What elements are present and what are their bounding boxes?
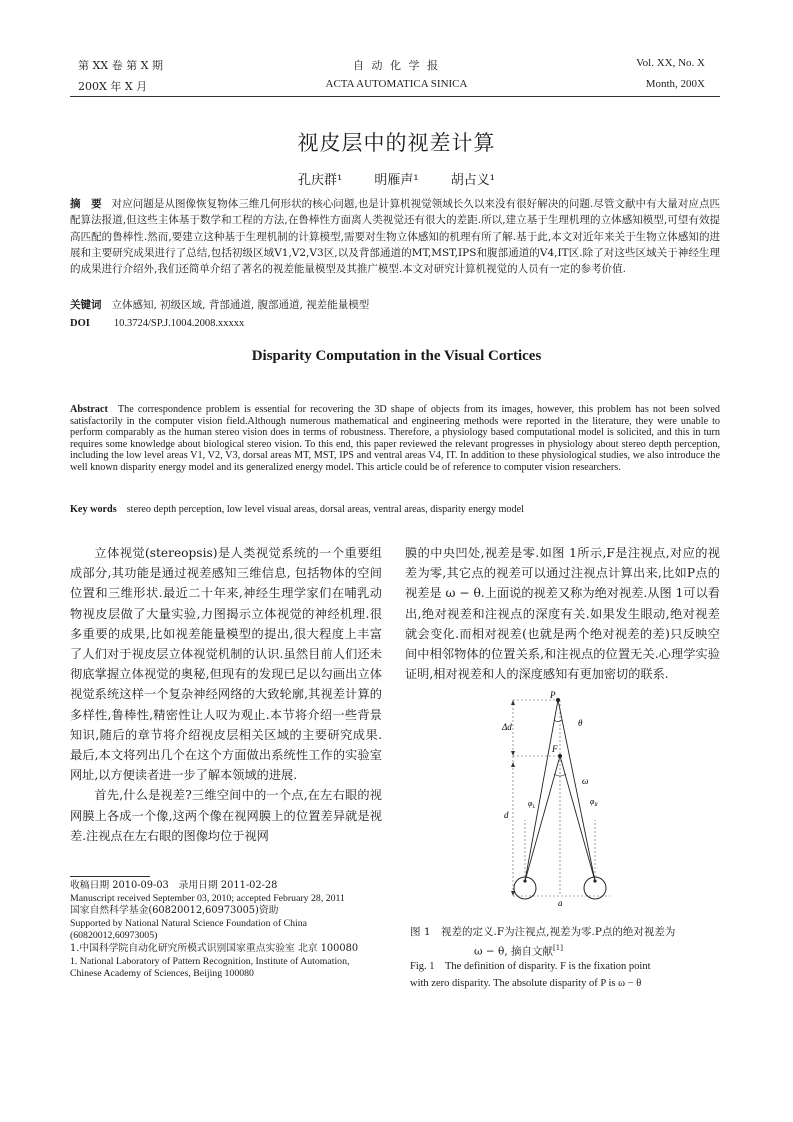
arrow-head — [511, 751, 515, 756]
caption-en-line: Fig. 1 The definition of disparity. F is the fixation point — [410, 961, 651, 972]
journal-issue: 第 XX 卷 第 X 期 — [78, 59, 163, 72]
figure-caption-cn — [410, 924, 720, 960]
caption-cn-line: 图 1 视差的定义.F为注视点,视差为零.P点的绝对视差为 — [410, 926, 676, 938]
body-right-column — [405, 543, 720, 684]
journal-month: Month, 200X — [645, 78, 705, 90]
angle-omega-arc — [554, 774, 566, 776]
abstract-en-label: Abstract — [70, 404, 108, 415]
figure-caption-en — [410, 958, 720, 992]
header-rule — [70, 96, 720, 97]
keywords-en-label: Key words — [70, 504, 117, 515]
citation-ref: [1] — [553, 944, 563, 952]
footnote-received-en: Manuscript received September 03, 2010; accepted February 28, 2011 — [70, 892, 345, 904]
arrow-head — [511, 762, 515, 767]
author: 孔庆群¹ — [298, 173, 343, 188]
author-list — [0, 169, 793, 188]
label-theta: θ — [578, 718, 583, 728]
keywords-cn-text: 立体感知, 初级区域, 背部通道, 腹部通道, 视差能量模型 — [111, 299, 370, 311]
body-paragraph: 立体视觉(stereopsis)是人类视觉系统的一个重要组成部分,其功能是通过视差感知三维信息, 包括物体的空间位置和三维形状.最近二十年来,神经生理学家们在哺乳动物视皮层做了大量实验,力图揭示立体视觉的神经机理.很多重要的成果,比如视差能量模型的提出,很大程度上丰富了人们对于视皮层立体视觉机制的认识.虽然目前人们还未彻底掌握立体视觉的奥秘,但现有的发现已足以勾画出立体视觉系统这样一个复杂神经网络的大致轮廓,其视差计算的多样性,鲁棒性,精密性让人叹为观止.本节将介绍一些背景知识,随后的章节将介绍视皮层相关区域的主要研究成果.最后,本文将列出几个在这个方面做出系统性工作的实验室网址,以方便读者进一步了解本领域的进展. — [70, 546, 382, 783]
author: 胡占义¹ — [450, 173, 495, 188]
doi — [70, 316, 720, 332]
body-paragraph: 膜的中央凹处,视差是零.如图 1所示,F是注视点,对应的视差为零,其它点的视差可以通过注视点计算出来,比如P点的视差是 ω − θ.上面说的视差又称为绝对视差.从图 1可以看出,绝对视差和注视点的深度有关.如果发生眼动,绝对视差就会变化.而相对视差(也就是两个绝对视差的差)只反映空间中相邻物体的位置关系,和注视点的位置无关.心理学实验证明,相对视差和人的深度感知有更加密切的联系. — [405, 546, 720, 682]
point-f — [558, 754, 562, 758]
footnotes — [70, 880, 382, 981]
keywords-en-text: stereo depth perception, low level visual areas, dorsal areas, ventral areas, disparity energy model — [126, 504, 524, 515]
abstract-cn-text: 对应问题是从图像恢复物体三维几何形状的核心问题,也是计算机视觉领域长久以来没有很好解决的问题.尽管文献中有大量对应点匹配算法报道,但这些主体基于数学和工程的方法,在鲁棒性方面离人类视觉还有很大的差距.所以,建立基于生理机理的立体感知模型,可望有效提高匹配的鲁棒性.然而,要建立这种基于生理机制的计算模型,需要对生物立体感知的机理有所了解.基于此,本文对近年来关于生物立体感知的进展和主要研究成果进行了总结,包括初级区域V1,V2,V3区,以及背部通道的MT,MST,IPS和腹部通道的V4,IT区.除了对这些区域关于神经生理的成果进行介绍外,我们还简单介绍了著名的视差能量模型及其推广模型.本文对研究计算机视觉的人员有一定的参考价值. — [70, 198, 720, 276]
footnote-funding-en: Supported by National Natural Science Foundation of China (60820012,60973005) — [70, 917, 307, 942]
footnote-funding: 国家自然科学基金(60820012,60973005)资助 — [70, 905, 279, 917]
author: 明雁声¹ — [374, 173, 419, 188]
keywords-en — [70, 504, 720, 516]
journal-name-cn: 自 动 化 学 报 — [353, 59, 440, 72]
footnote-rule — [70, 876, 150, 877]
journal-date: 200X 年 X 月 — [78, 80, 148, 93]
figure-disparity-diagram — [490, 690, 640, 920]
body-left-column — [70, 543, 382, 846]
label-omega: ω — [582, 776, 589, 786]
label-f: F — [552, 744, 558, 754]
label-delta-d: Δd — [502, 722, 512, 732]
doi-text: 10.3724/SP.J.1004.2008.xxxxx — [113, 318, 245, 329]
label-phi-r: $\varphi_R$ — [590, 797, 598, 808]
abstract-en-text: The correspondence problem is essential for recovering the 3D shape of objects from its images, however, this problem has not been solved satisfactorily in the computer vision field.Although numerous mathematical and engineering methods were reported in the literature, they were unable to perform comparably as the human stereo vision does in terms of robustness. Therefore, a physiology based computational model is solicited, and this in turn requires some knowledge about biological stereo vision. To this end, this paper reviewed the relevant progresses in physiology about stereo depth perception, including the low level areas V1, V2, V3, dorsal areas MT, MST, IPS and ventral areas V4, IT. In addition to these physiological studies, we also introduce the well known disparity energy model and its generalized energy model. This article could be of reference to computer vision researchers. — [70, 404, 720, 473]
journal-volume: Vol. XX, No. X — [636, 57, 705, 69]
caption-en-line: with zero disparity. The absolute disparity of P is ω − θ — [410, 978, 642, 989]
arrow-head — [511, 700, 515, 705]
english-title: Disparity Computation in the Visual Cortices — [251, 348, 542, 364]
point-p — [556, 698, 560, 702]
abstract-cn-label: 摘 要 — [70, 198, 102, 210]
footnote-received: 收稿日期 2010-09-03 录用日期 2011-02-28 — [70, 880, 278, 891]
label-p: P — [550, 690, 556, 700]
keywords-cn — [70, 297, 720, 313]
body-paragraph: 首先,什么是视差?三维空间中的一个点,在左右眼的视网膜上各成一个像,这两个像在视网膜上的位置差异就是视差.注视点在左右眼的图像均位于视网 — [70, 788, 382, 843]
footnote-affiliation-en: 1. National Laboratory of Pattern Recognition, Institute of Automation, Chinese Academy of Sciences, Beijing 100080 — [70, 955, 350, 980]
abstract-en — [70, 404, 720, 474]
label-a: a — [558, 898, 563, 908]
footnote-affiliation: 1.中国科学院自动化研究所模式识别国家重点实验室 北京 100080 — [70, 942, 359, 954]
label-d: d — [504, 810, 509, 820]
keywords-cn-label: 关键词 — [70, 299, 102, 311]
doi-label: DOI — [70, 318, 90, 329]
ray-left-to-p — [525, 700, 558, 881]
page-title: 视皮层中的视差计算 — [297, 131, 496, 155]
angle-theta-arc — [554, 720, 562, 722]
caption-cn-line: ω − θ, 摘自文献[1] — [474, 944, 563, 958]
abstract-cn — [70, 196, 720, 277]
ray-right-to-p — [558, 700, 595, 881]
label-phi-l: $\varphi_L$ — [528, 799, 536, 810]
journal-name-en: ACTA AUTOMATICA SINICA — [325, 78, 468, 90]
